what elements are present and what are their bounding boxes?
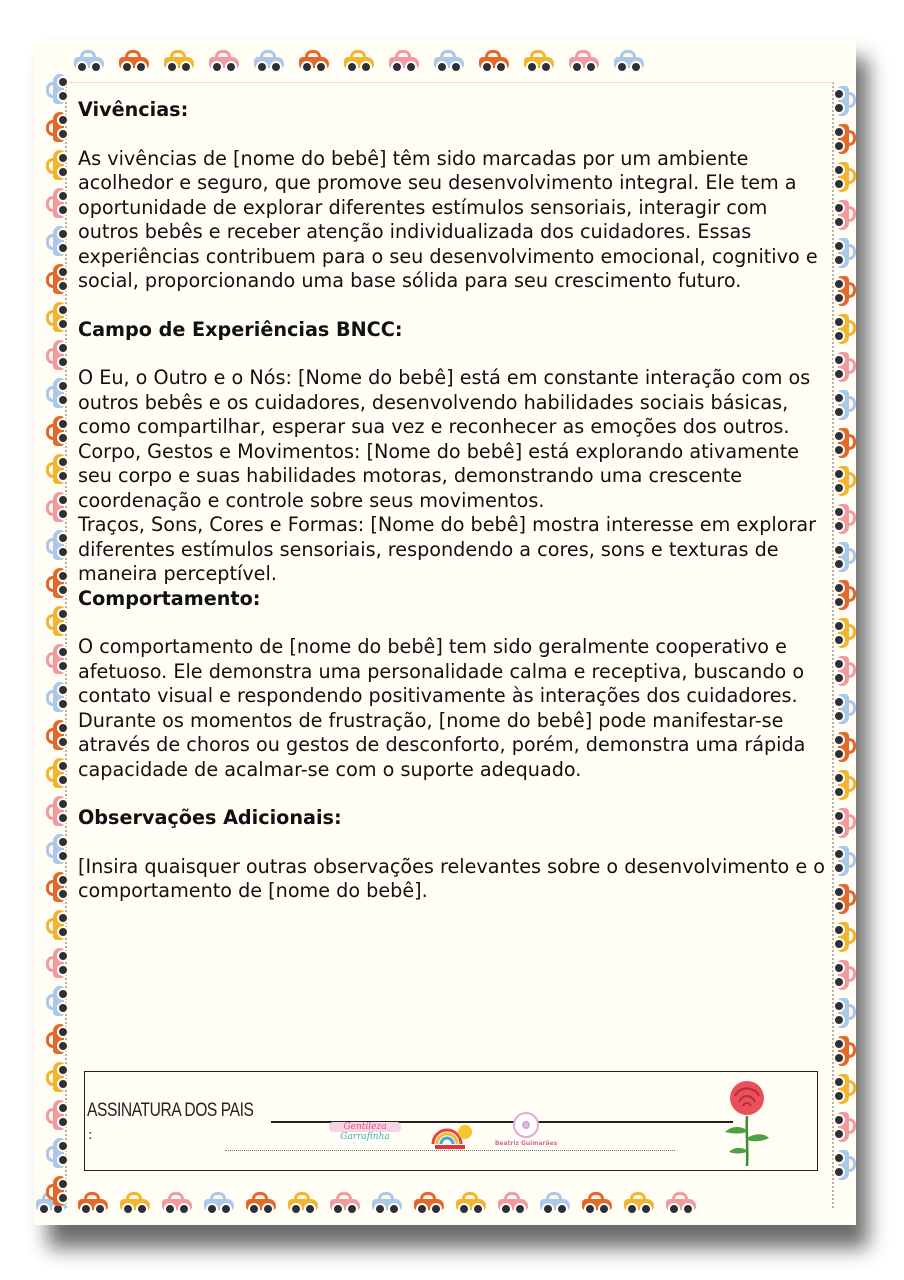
car-icon bbox=[664, 1190, 698, 1216]
car-icon bbox=[44, 604, 70, 638]
car-icon bbox=[44, 148, 70, 182]
car-icon bbox=[44, 414, 70, 448]
car-icon bbox=[496, 1190, 530, 1216]
car-icon bbox=[832, 540, 856, 574]
car-icon bbox=[44, 1136, 70, 1170]
section-heading: Observações Adicionais: bbox=[78, 806, 342, 829]
car-icon bbox=[454, 1190, 488, 1216]
logo-line-2: Garrafinha bbox=[340, 1132, 390, 1142]
car-icon bbox=[44, 300, 70, 334]
car-icon bbox=[832, 920, 856, 954]
car-icon bbox=[44, 946, 70, 980]
car-icon bbox=[162, 48, 196, 74]
car-icon bbox=[72, 48, 106, 74]
signature-label: ASSINATURA DOS PAIS bbox=[87, 1100, 254, 1121]
section-paragraph: [Insira quaisquer outras observações relevantes sobre o desenvolvimento e o comportamento de [nome do bebê]. bbox=[78, 854, 825, 902]
car-icon bbox=[832, 692, 856, 726]
signature-colon: : bbox=[88, 1128, 93, 1143]
car-icon bbox=[44, 224, 70, 258]
section-heading: Campo de Experiências BNCC: bbox=[78, 317, 403, 341]
car-icon bbox=[580, 1190, 614, 1216]
car-icon bbox=[832, 768, 856, 802]
car-icon bbox=[117, 48, 151, 74]
car-icon bbox=[832, 426, 856, 460]
car-icon bbox=[44, 186, 70, 220]
illustrator-name: Beatriz Guimarães bbox=[494, 1140, 558, 1147]
car-icon bbox=[832, 350, 856, 384]
car-icon bbox=[832, 806, 856, 840]
car-icon bbox=[286, 1190, 320, 1216]
car-icon bbox=[612, 48, 646, 74]
section-paragraph: Corpo, Gestos e Movimentos: [Nome do bebê] está explorando ativamente seu corpo e suas habilidades motoras, demonstrando uma crescente coordenação e controle sobre seus movimentos. bbox=[78, 439, 800, 512]
brand-logo-text bbox=[329, 1122, 401, 1150]
car-icon bbox=[832, 1034, 856, 1068]
car-icon bbox=[44, 794, 70, 828]
car-icon bbox=[44, 528, 70, 562]
car-icon bbox=[160, 1190, 194, 1216]
car-icon bbox=[832, 1110, 856, 1144]
car-icon bbox=[832, 464, 856, 498]
car-icon bbox=[44, 376, 70, 410]
car-icon bbox=[44, 490, 70, 524]
car-icon bbox=[832, 388, 856, 422]
car-icon bbox=[44, 110, 70, 144]
car-icon bbox=[342, 48, 376, 74]
logo-line-1: Gentileza bbox=[329, 1122, 401, 1132]
rose-icon bbox=[721, 1076, 773, 1168]
car-icon bbox=[432, 48, 466, 74]
car-icon bbox=[832, 84, 856, 118]
car-icon bbox=[522, 48, 556, 74]
document-content bbox=[78, 98, 830, 904]
car-icon bbox=[44, 1174, 70, 1208]
car-icon bbox=[387, 48, 421, 74]
car-icon bbox=[832, 160, 856, 194]
car-icon bbox=[370, 1190, 404, 1216]
top-car-border bbox=[72, 48, 657, 74]
car-icon bbox=[44, 72, 70, 106]
car-icon bbox=[832, 996, 856, 1030]
car-icon bbox=[202, 1190, 236, 1216]
section-paragraph: As vivências de [nome do bebê] têm sido marcadas por um ambiente acolhedor e seguro, que promove seu desenvolvimento integral. Ele tem a oportunidade de explorar diferentes estímulos sensoriais, interagir com outros bebês e receber atenção individualizada dos cuidadores. Essas experiências contribuem para o seu desenvolvimento emocional, cognitivo e social, proporcionando uma base sólida para seu crescimento futuro. bbox=[78, 146, 818, 292]
illustrator-logo bbox=[481, 1112, 571, 1152]
car-icon bbox=[328, 1190, 362, 1216]
section-paragraph: O Eu, o Outro e o Nós: [Nome do bebê] está em constante interação com os outros bebês e os cuidadores, desenvolvendo habilidades sociais básicas, como compartilhar, esperar sua vez e reconhecer as emoções dos outros. bbox=[78, 366, 811, 438]
car-icon bbox=[252, 48, 286, 74]
car-icon bbox=[76, 1190, 110, 1216]
car-icon bbox=[622, 1190, 656, 1216]
car-icon bbox=[832, 958, 856, 992]
section-heading: Comportamento: bbox=[78, 586, 261, 610]
car-icon bbox=[832, 312, 856, 346]
car-icon bbox=[44, 262, 70, 296]
car-icon bbox=[44, 984, 70, 1018]
car-icon bbox=[44, 452, 70, 486]
car-icon bbox=[44, 1060, 70, 1094]
car-icon bbox=[44, 1098, 70, 1132]
flower-icon bbox=[513, 1112, 539, 1138]
car-icon bbox=[44, 642, 70, 676]
car-icon bbox=[832, 882, 856, 916]
car-icon bbox=[538, 1190, 572, 1216]
section-heading: Vivências: bbox=[78, 98, 189, 121]
car-icon bbox=[832, 1148, 856, 1182]
car-icon bbox=[44, 756, 70, 790]
car-icon bbox=[832, 616, 856, 650]
car-icon bbox=[832, 236, 856, 270]
car-icon bbox=[832, 578, 856, 612]
car-icon bbox=[832, 730, 856, 764]
car-icon bbox=[477, 48, 511, 74]
car-icon bbox=[832, 198, 856, 232]
car-icon bbox=[44, 566, 70, 600]
car-icon bbox=[44, 680, 70, 714]
section-paragraph: Traços, Sons, Cores e Formas: [Nome do bebê] mostra interesse em explorar diferentes estímulos sensoriais, respondendo a cores, sons e texturas de maneira perceptível. bbox=[78, 513, 816, 585]
car-icon bbox=[118, 1190, 152, 1216]
car-icon bbox=[44, 908, 70, 942]
car-icon bbox=[412, 1190, 446, 1216]
car-icon bbox=[44, 832, 70, 866]
car-icon bbox=[207, 48, 241, 74]
signature-box bbox=[84, 1071, 818, 1171]
car-icon bbox=[44, 1022, 70, 1056]
bottom-car-border bbox=[34, 1190, 706, 1216]
car-icon bbox=[832, 1072, 856, 1106]
section-paragraph: O comportamento de [nome do bebê] tem sido geralmente cooperativo e afetuoso. Ele demonstra uma personalidade calma e receptiva, buscando o contato visual e respondendo positivamente às interações dos cuidadores. Durante os momentos de frustração, [nome do bebê] pode manifestar-se através de choros ou gestos de desconforto, porém, demonstra uma rápida capacidade de acalmar-se com o suporte adequado. bbox=[78, 635, 806, 781]
car-icon bbox=[297, 48, 331, 74]
car-icon bbox=[832, 654, 856, 688]
car-icon bbox=[44, 870, 70, 904]
left-car-border bbox=[40, 70, 74, 1210]
car-icon bbox=[832, 122, 856, 156]
car-icon bbox=[44, 338, 70, 372]
car-icon bbox=[244, 1190, 278, 1216]
car-icon bbox=[832, 844, 856, 878]
right-car-border bbox=[828, 82, 856, 1184]
car-icon bbox=[832, 274, 856, 308]
rainbow-sun-logo bbox=[429, 1118, 477, 1152]
car-icon bbox=[567, 48, 601, 74]
car-icon bbox=[44, 718, 70, 752]
car-icon bbox=[832, 502, 856, 536]
